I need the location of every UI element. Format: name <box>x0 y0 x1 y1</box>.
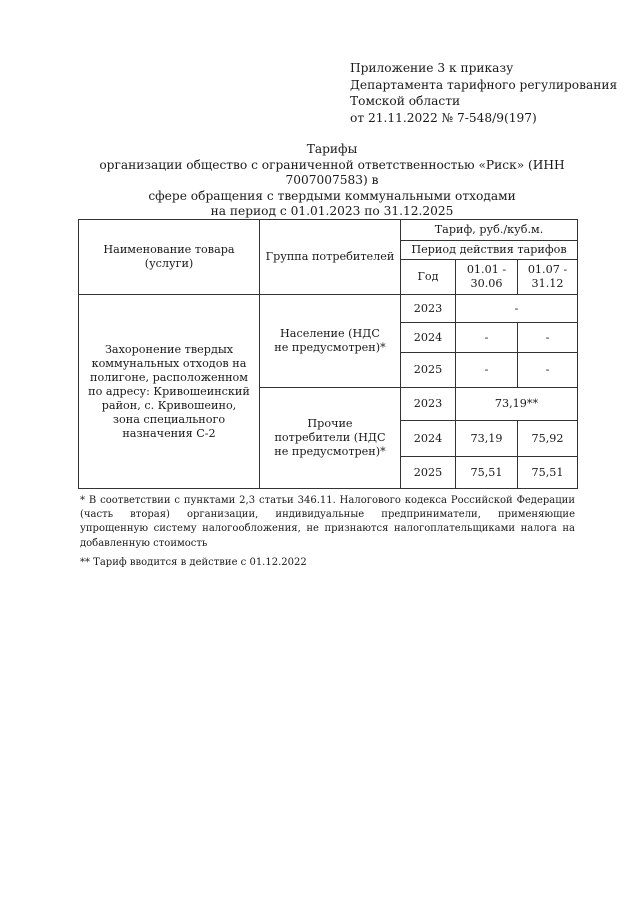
tariff-value: 73,19 <box>456 421 518 457</box>
title-line: сфере обращения с твердыми коммунальными отходами <box>148 188 516 203</box>
tariff-value: - <box>456 295 578 323</box>
tariff-value: - <box>518 323 578 353</box>
title-line: организации общество с ограниченной ответственностью «Риск» (ИНН 7007007583) в <box>99 157 565 187</box>
title-line: на период с 01.01.2023 по 31.12.2025 <box>210 204 454 218</box>
header-half2-line: 01.07 - <box>527 263 568 276</box>
header-product: Наименование товара (услуги) <box>79 220 260 295</box>
header-half1-line: 30.06 <box>470 277 503 290</box>
tariff-table <box>78 219 578 489</box>
appendix-header <box>350 60 617 126</box>
year-cell: 2025 <box>401 457 456 489</box>
tariff-value: 73,19** <box>456 388 578 421</box>
header-year: Год <box>401 260 456 295</box>
header-half1-line: 01.01 - <box>466 263 507 276</box>
appendix-line: Департамента тарифного регулирования <box>350 77 618 92</box>
year-cell: 2025 <box>401 353 456 388</box>
header-period: Период действия тарифов <box>401 241 578 260</box>
tariff-value: - <box>456 353 518 388</box>
group-others: Прочие потребители (НДС не предусмотрен)* <box>260 388 401 489</box>
year-cell: 2024 <box>401 323 456 353</box>
footnote-effective-date: ** Тариф вводится в действие с 01.12.2022 <box>80 557 307 568</box>
document-title <box>60 142 604 220</box>
header-consumer-group: Группа потребителей <box>260 220 401 295</box>
appendix-line: Приложение 3 к приказу <box>350 61 514 75</box>
year-cell: 2023 <box>401 388 456 421</box>
header-half1 <box>456 260 518 295</box>
tariff-value: - <box>518 353 578 388</box>
tariff-value: 75,92 <box>518 421 578 457</box>
header-half2-line: 31.12 <box>531 277 564 290</box>
footnote-vat: * В соответствии с пунктами 2,3 статьи 346.11. Налогового кодекса Российской Федерации (часть вторая) организации, индивидуальные предприниматели, применяющие упрощенную систему налогообложения, не признаются налогоплательщиками налога на добавленную стоимость <box>80 495 575 549</box>
appendix-line: Томской области <box>350 94 461 108</box>
table-row <box>79 295 578 323</box>
table-header-row <box>79 220 578 241</box>
header-tariff: Тариф, руб./куб.м. <box>401 220 578 241</box>
year-cell: 2024 <box>401 421 456 457</box>
header-half2 <box>518 260 578 295</box>
year-cell: 2023 <box>401 295 456 323</box>
title-heading: Тарифы <box>306 142 358 156</box>
group-population: Население (НДС не предусмотрен)* <box>260 295 401 388</box>
tariff-value: - <box>456 323 518 353</box>
appendix-date-number: от 21.11.2022 № 7-548/9(197) <box>350 110 537 125</box>
tariff-value: 75,51 <box>456 457 518 489</box>
tariff-value: 75,51 <box>518 457 578 489</box>
product-cell: Захоронение твердых коммунальных отходов на полигоне, расположенном по адресу: Кривошеинский район, с. Кривошеино, зона специального назначения С-2 <box>79 295 260 489</box>
